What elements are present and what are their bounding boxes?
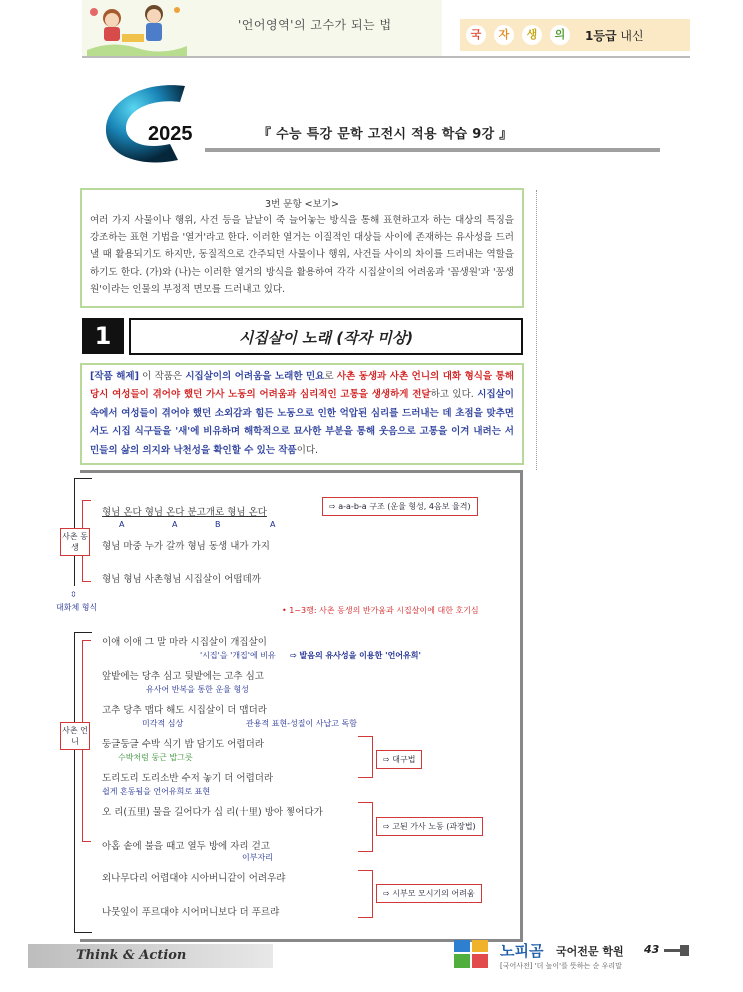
academy-subtitle: [국어사전] '더 높이'를 뜻하는 순 우리말 xyxy=(500,962,622,970)
labor-bracket xyxy=(358,802,373,852)
inlaws-bracket xyxy=(358,870,373,918)
header-divider xyxy=(82,56,690,58)
title-divider xyxy=(205,148,660,152)
aaba-structure-note: ⇨ a-a-b-a 구조 (운율 형성, 4음보 율격) xyxy=(322,497,478,516)
speaker-line-cap2 xyxy=(74,632,92,633)
pun-confusion-note: 쉽게 혼동됨을 언어유희로 표현 xyxy=(102,787,211,796)
gaejip-metaphor-note: '시집'을 '개집'에 비유 xyxy=(200,651,276,660)
page-number: 43 xyxy=(644,943,660,956)
speaker-line-cap xyxy=(74,478,92,479)
section-title-box xyxy=(129,318,523,355)
academy-logo-icon xyxy=(452,936,494,972)
poem-line-10: 아홉 솥에 불을 때고 열두 방에 자리 걷고 xyxy=(102,841,270,852)
poem-line-2: 형님 마중 누가 갈까 형님 동생 내가 가지 xyxy=(102,541,270,552)
grade-label: 1등급 내신 xyxy=(585,29,644,43)
bogi-box xyxy=(80,188,524,308)
poem-line-9: 오 리(五里) 물을 길어다가 십 리(十里) 방아 찧어다가 xyxy=(102,807,323,818)
watermelon-bowl-note: 수박처럼 둥근 밥그릇 xyxy=(118,753,193,762)
footer-tagline: Think & Action xyxy=(76,948,187,963)
column-divider xyxy=(536,190,537,470)
series-title: '언어영역'의 고수가 되는 법 xyxy=(238,18,392,32)
dialogue-form-label: 대화체 형식 xyxy=(56,603,98,612)
poem-line-8: 도리도리 도리소반 수저 놓기 더 어렵더라 xyxy=(102,773,274,784)
poem-line-5: 앞밭에는 당추 심고 뒷밭에는 고추 심고 xyxy=(102,671,264,682)
inlaws-note: ⇨ 시부모 모시기의 어려움 xyxy=(376,884,482,903)
brand-char: 생 xyxy=(522,25,542,45)
brand-char: 의 xyxy=(550,25,570,45)
poem-line-11: 외나무다리 어렵대야 시아버니같이 어려우랴 xyxy=(102,873,286,884)
academy-brand xyxy=(452,936,712,976)
commentary-box xyxy=(80,363,524,465)
speaker-line-cap3 xyxy=(74,932,92,933)
bedding-note: 이부자리 xyxy=(242,853,273,862)
contrast-bracket xyxy=(358,736,373,778)
brand-char: 자 xyxy=(494,25,514,45)
logo-year-text: 2025 xyxy=(148,123,193,145)
rhyme-mark: A xyxy=(172,520,178,529)
footer-bar xyxy=(28,944,273,968)
sachon-eonni-label: 사촌 언니 xyxy=(60,722,90,750)
poem-line-3: 형님 형님 사촌형님 시집살이 어떱데까 xyxy=(102,574,261,585)
labor-note: ⇨ 고된 가사 노동 (과장법) xyxy=(376,817,483,836)
poem-line-1: 형님 온다 형님 온다 분고개로 형님 온다 xyxy=(102,507,267,518)
poem-line-12: 나뭇잎이 푸르대야 시어머니보다 더 푸르랴 xyxy=(102,907,280,918)
gustatory-imagery-note: 미각적 심상 xyxy=(142,719,184,728)
poem-line-4: 이애 이애 그 말 마라 시집살이 개집살이 xyxy=(102,637,267,648)
poem-line-6: 고추 당추 맵다 해도 시집살이 더 맵더라 xyxy=(102,705,267,716)
lecture-title: 『 수능 특강 문학 고전시 적용 학습 9강 』 xyxy=(258,127,513,142)
academy-name: 노피곰 xyxy=(500,942,544,960)
idiom-note: 관용적 표현-성질이 사납고 독함 xyxy=(246,719,357,728)
commentary-text: [작품 해제] 이 작품은 시집살이의 어려움을 노래한 민요로 사촌 동생과 사촌 언니의 대화 형식을 통해 당시 여성들이 겪어야 했던 가사 노동의 어려움과 심리적인 고통을 생생하게 전달하고 있다. 시집살이 속에서 여성들이 겪어야 했던 소외감과 힘든 노동으로 인한 억압된 심리를 드러내는 데 초점을 맞추면서도 시집 식구들을 '새'에 비유하며 해학적으로 묘사한 부분을 통해 웃음으로 고통을 이겨 내려는 서민들의 삶의 의지와 낙천성을 확인할 수 있는 작품이다. xyxy=(90,371,514,456)
contrast-note: ⇨ 대구법 xyxy=(376,750,422,769)
double-arrow-icon: ⇳ xyxy=(70,590,77,599)
bogi-heading: 3번 문항 <보기> xyxy=(265,199,339,210)
wordplay-note: ⇨ 발음의 유사성을 이용한 '언어유희' xyxy=(290,651,421,660)
rhyme-mark: B xyxy=(215,520,221,529)
academy-type: 국어전문 학원 xyxy=(556,945,624,958)
repetition-note: 유사어 반복을 통한 운율 형성 xyxy=(146,685,249,694)
rhyme-mark: A xyxy=(119,520,125,529)
poem-line-7: 둥글둥글 수박 식기 밥 담기도 어렵더라 xyxy=(102,739,264,750)
bogi-text: 여러 가지 사물이나 행위, 사건 등을 낱낱이 죽 늘어놓는 방식을 통해 표현하고자 하는 대상의 특징을 강조하는 표현 기법을 '열거'라고 한다. 이러한 열거는 이질적인 대상들 사이에 존재하는 유사성을 드러낼 때 활용되기도 하지만, 동질적으로 간주되던 사물이나 행위, 사건들 사이의 차이를 드러내는 역할을 하기도 한다. (가)와 (나)는 이러한 열거의 방식을 활용하여 각각 시집살이의 어려움과 '꼼생원'과 '꽁생원'이라는 인물의 부정적 면모를 드러내고 있다. xyxy=(90,215,514,295)
section-number: 1 xyxy=(82,318,124,354)
sachon-dongsaeng-label: 사촌 동생 xyxy=(60,528,90,556)
rhyme-mark: A xyxy=(270,520,276,529)
speaker-line-bottom xyxy=(74,632,75,932)
brand-banner xyxy=(460,19,690,51)
brand-char: 국 xyxy=(466,25,486,45)
year-logo-icon xyxy=(100,78,230,168)
speaker-line-mid xyxy=(74,556,75,586)
cartoon-children-illustration xyxy=(82,0,192,56)
lines-1-3-note: • 1~3행: 사촌 동생의 반가움과 시집살이에 대한 호기심 xyxy=(282,606,479,615)
page-square xyxy=(680,945,689,956)
section-title: 시집살이 노래 (작자 미상) xyxy=(238,329,414,347)
